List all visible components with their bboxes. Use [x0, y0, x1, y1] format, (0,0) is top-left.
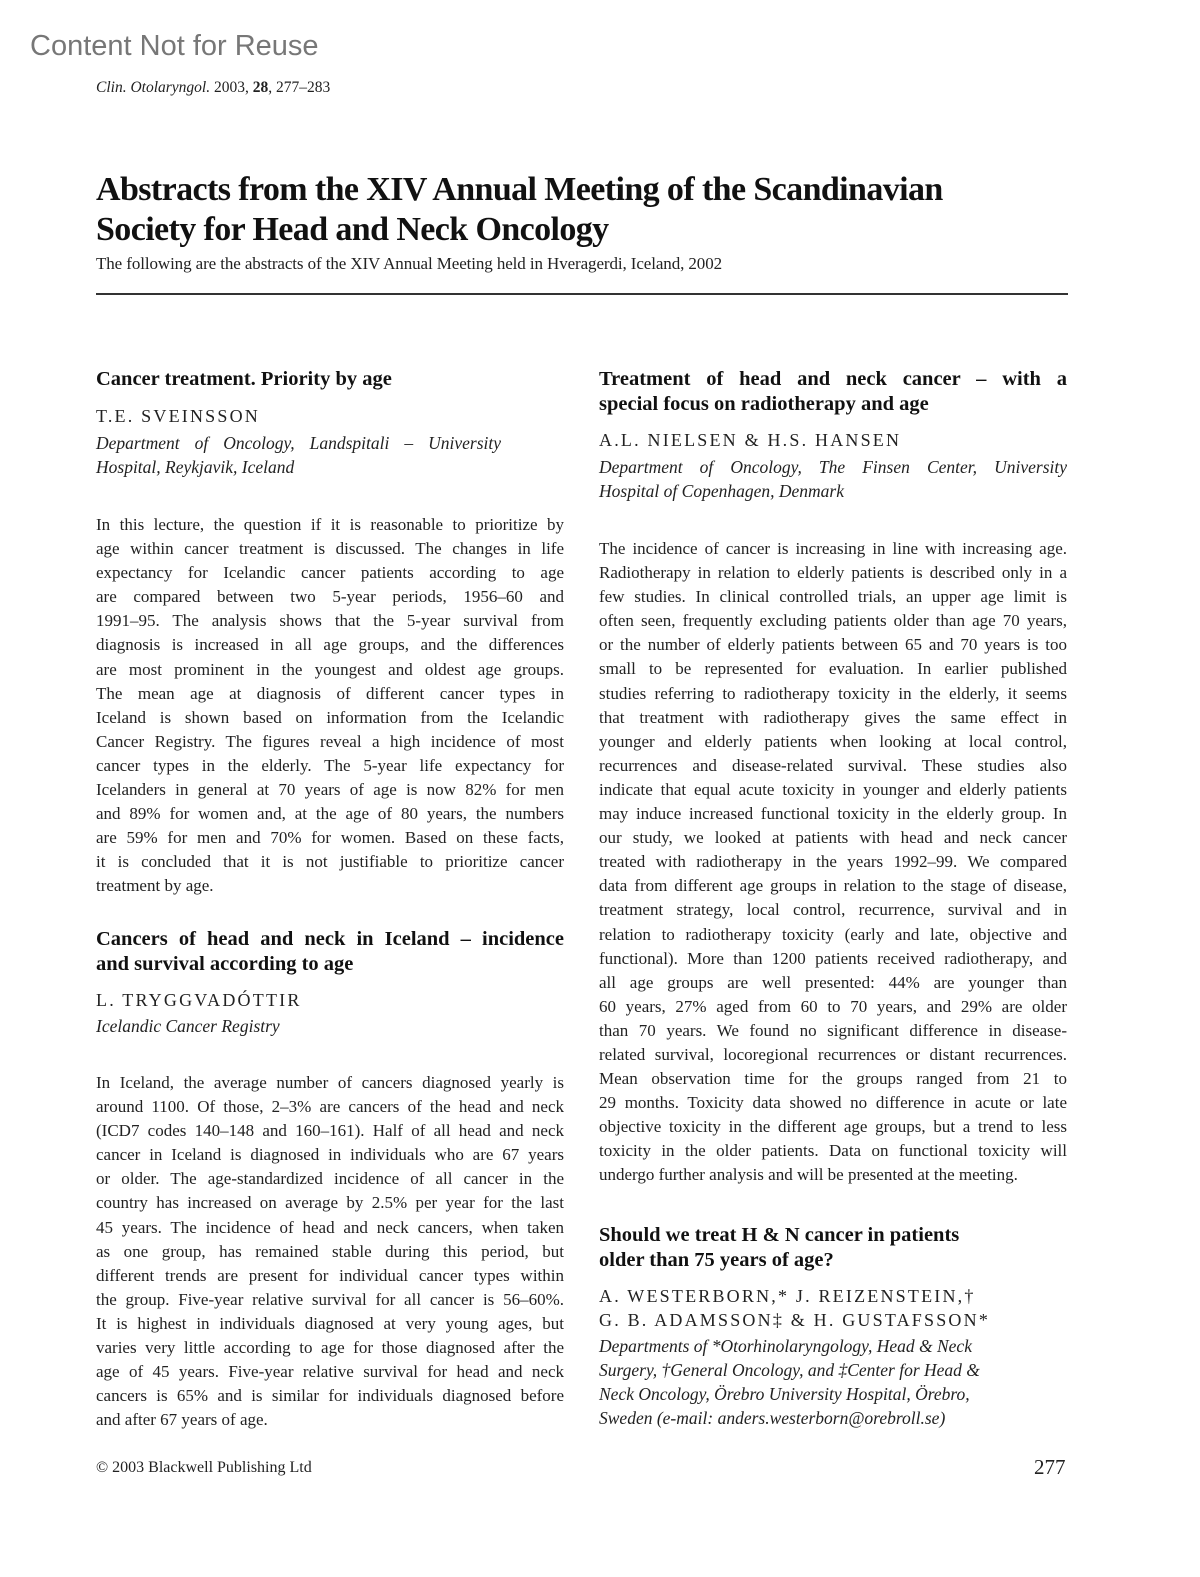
body-line: and 89% for women and, at the age of 80 years, the numbers: [96, 804, 564, 824]
abstract-affiliation: [96, 431, 501, 479]
abstract-title-line: Treatment of head and neck cancer – with a: [599, 368, 1067, 390]
body-line: The incidence of cancer is increasing in line with increasing age.: [599, 539, 1067, 558]
abstract-authors: L. TRYGGVADÓTTIR: [96, 990, 302, 1010]
abstract-affiliation: [96, 1014, 566, 1038]
abstract-title: [599, 367, 1067, 417]
copyright-notice: © 2003 Blackwell Publishing Ltd: [96, 1459, 312, 1476]
body-line: or the number of elderly patients between 65 and 70 years is too: [599, 635, 1067, 655]
abstract-authors: A.L. NIELSEN & H.S. HANSEN: [599, 430, 902, 450]
body-line: age of 45 years. Five-year relative survival for head and neck: [96, 1362, 564, 1382]
body-line: Mean observation time for the groups ranged from 21 to: [599, 1069, 1067, 1089]
body-line: all age groups are well presented: 44% are younger than: [599, 972, 1067, 992]
body-line: around 1100. Of those, 2–3% are cancers of the head and neck: [96, 1097, 564, 1117]
affiliation-line: Department of Oncology, Landspitali – University: [96, 433, 501, 453]
page-title-line: Society for Head and Neck Oncology: [96, 211, 609, 248]
body-line: and after 67 years of age.: [96, 1410, 268, 1430]
author-line: G. B. ADAMSSON‡ & H. GUSTAFSSON*: [599, 1310, 991, 1330]
body-line: data from different age groups in relation to the stage of disease,: [599, 876, 1067, 896]
abstract-authors: T.E. SVEINSSON: [96, 406, 260, 426]
affiliation-line: Neck Oncology, Örebro University Hospital, Örebro,: [599, 1384, 970, 1404]
body-line: toxicity in the older patients. Data on functional toxicity will: [599, 1141, 1067, 1161]
author-line: A. WESTERBORN,* J. REIZENSTEIN,†: [599, 1286, 976, 1306]
body-line: 60 years, 27% aged from 60 to 70 years, and 29% are older: [599, 996, 1067, 1016]
body-line: than 70 years. We found no significant difference in disease-: [599, 1020, 1067, 1040]
body-line: (ICD7 codes 140–148 and 160–161). Half of all head and neck: [96, 1121, 564, 1141]
body-line: expectancy for Icelandic cancer patients according to age: [96, 563, 564, 583]
affiliation-line: Sweden (e-mail: anders.westerborn@orebroll.se): [599, 1408, 946, 1428]
body-line: In Iceland, the average number of cancers diagnosed yearly is: [96, 1073, 564, 1092]
body-line: the group. Five-year relative survival for all cancer is 56–60%.: [96, 1289, 564, 1309]
body-line: treated with radiotherapy in the years 1992–99. We compared: [599, 852, 1067, 872]
body-line: recurrences and disease-related survival. These studies also: [599, 755, 1067, 775]
body-line: Radiotherapy in relation to elderly patients is described only in a: [599, 563, 1067, 583]
abstract-affiliation: [599, 455, 1067, 503]
abstract-title: [599, 1223, 999, 1273]
body-line: functional). More than 1200 patients received radiotherapy, and: [599, 948, 1067, 968]
affiliation-line: Icelandic Cancer Registry: [96, 1016, 280, 1036]
body-line: different trends are present for individual cancer types within: [96, 1265, 564, 1285]
abstract-authors: [599, 1284, 990, 1332]
body-line: age within cancer treatment is discussed. The changes in life: [96, 539, 564, 559]
body-line: Icelanders in general at 70 years of age is now 82% for men: [96, 780, 564, 800]
abstract-body: [96, 1071, 564, 1432]
page-subtitle: The following are the abstracts of the XIV Annual Meeting held in Hveragerdi, Iceland, 2002: [96, 254, 723, 273]
body-line: 1991–95. The analysis shows that the 5-year survival from: [96, 611, 564, 631]
body-line: small to be represented for evaluation. In earlier published: [599, 659, 1067, 679]
body-line: undergo further analysis and will be presented at the meeting.: [599, 1165, 1018, 1185]
abstract-title-line: special focus on radiotherapy and age: [599, 393, 929, 415]
body-line: Iceland is shown based on information from the Icelandic: [96, 707, 564, 727]
body-line: as one group, has remained stable during this period, but: [96, 1241, 564, 1261]
affiliation-line: Departments of *Otorhinolaryngology, Head & Neck: [599, 1336, 972, 1356]
body-line: related survival, locoregional recurrences or distant recurrences.: [599, 1044, 1067, 1064]
body-line: are compared between two 5-year periods, 1956–60 and: [96, 587, 564, 607]
body-line: studies referring to radiotherapy toxicity in the elderly, it seems: [599, 683, 1067, 703]
body-line: 45 years. The incidence of head and neck cancers, when taken: [96, 1217, 564, 1237]
abstract-title-line: older than 75 years of age?: [599, 1249, 834, 1271]
affiliation-line: Surgery, †General Oncology, and ‡Center for Head &: [599, 1360, 980, 1380]
abstract-body: [599, 537, 1067, 1188]
page-title-line: Abstracts from the XIV Annual Meeting of the Scandinavian: [96, 171, 943, 208]
body-line: few studies. In clinical controlled trials, an upper age limit is: [599, 587, 1067, 607]
body-line: are 59% for men and 70% for women. Based on these facts,: [96, 828, 564, 848]
body-line: country has increased on average by 2.5% per year for the last: [96, 1193, 564, 1213]
body-line: indicate that equal acute toxicity in younger and elderly patients: [599, 779, 1067, 799]
affiliation-line: Department of Oncology, The Finsen Center, University: [599, 457, 1067, 477]
affiliation-line: Hospital of Copenhagen, Denmark: [599, 481, 844, 501]
body-line: cancer types in the elderly. The 5-year life expectancy for: [96, 755, 564, 775]
body-line: that treatment with radiotherapy gives the same effect in: [599, 707, 1067, 727]
body-line: cancer in Iceland is diagnosed in individuals who are 67 years: [96, 1145, 564, 1165]
abstract-title: [96, 927, 564, 977]
body-line: objective toxicity in the different age groups, but a trend to less: [599, 1117, 1067, 1137]
body-line: diagnosis is increased in all age groups, and the differences: [96, 635, 564, 655]
body-line: varies very little according to age for those diagnosed after the: [96, 1338, 564, 1358]
affiliation-line: Hospital, Reykjavik, Iceland: [96, 457, 295, 477]
header-divider: [96, 293, 1068, 295]
body-line: treatment by age.: [96, 876, 214, 896]
watermark: Content Not for Reuse: [30, 30, 319, 62]
body-line: cancers is 65% and is similar for individuals diagnosed before: [96, 1386, 564, 1406]
body-line: 29 months. Toxicity data showed no difference in acute or late: [599, 1093, 1067, 1113]
body-line: or older. The age-standardized incidence of all cancer in the: [96, 1169, 564, 1189]
body-line: are most prominent in the youngest and oldest age groups.: [96, 659, 564, 679]
page-title: [96, 170, 1076, 250]
abstract-title-line: Cancer treatment. Priority by age: [96, 368, 392, 390]
journal-year: 2003,: [213, 79, 249, 96]
body-line: may induce increased functional toxicity in the elderly group. In: [599, 804, 1067, 824]
body-line: younger and elderly patients when looking at local control,: [599, 731, 1067, 751]
body-line: our study, we looked at patients with head and neck cancer: [599, 828, 1067, 848]
abstract-title: [96, 367, 564, 392]
page-number: 277: [1034, 1455, 1066, 1479]
abstract-title-line: Cancers of head and neck in Iceland – incidence: [96, 928, 564, 950]
body-line: The mean age at diagnosis of different cancer types in: [96, 683, 564, 703]
body-line: often seen, frequently excluding patients older than age 70 years,: [599, 611, 1067, 631]
journal-name: Clin. Otolaryngol.: [96, 79, 211, 96]
abstract-affiliation: [599, 1334, 1039, 1430]
journal-pages: , 277–283: [268, 79, 331, 96]
body-line: relation to radiotherapy toxicity (early and late, objective and: [599, 924, 1067, 944]
body-line: treatment strategy, local control, recurrence, survival and in: [599, 900, 1067, 920]
body-line: In this lecture, the question if it is reasonable to prioritize by: [96, 515, 564, 534]
abstract-body: [96, 513, 564, 899]
journal-citation: [96, 79, 330, 97]
abstract-title-line: Should we treat H & N cancer in patients: [599, 1224, 960, 1246]
journal-volume: 28: [252, 79, 269, 96]
body-line: It is highest in individuals diagnosed at very young ages, but: [96, 1313, 564, 1333]
abstract-title-line: and survival according to age: [96, 953, 354, 975]
body-line: it is concluded that it is not justifiable to prioritize cancer: [96, 852, 564, 872]
body-line: Cancer Registry. The figures reveal a high incidence of most: [96, 731, 564, 751]
